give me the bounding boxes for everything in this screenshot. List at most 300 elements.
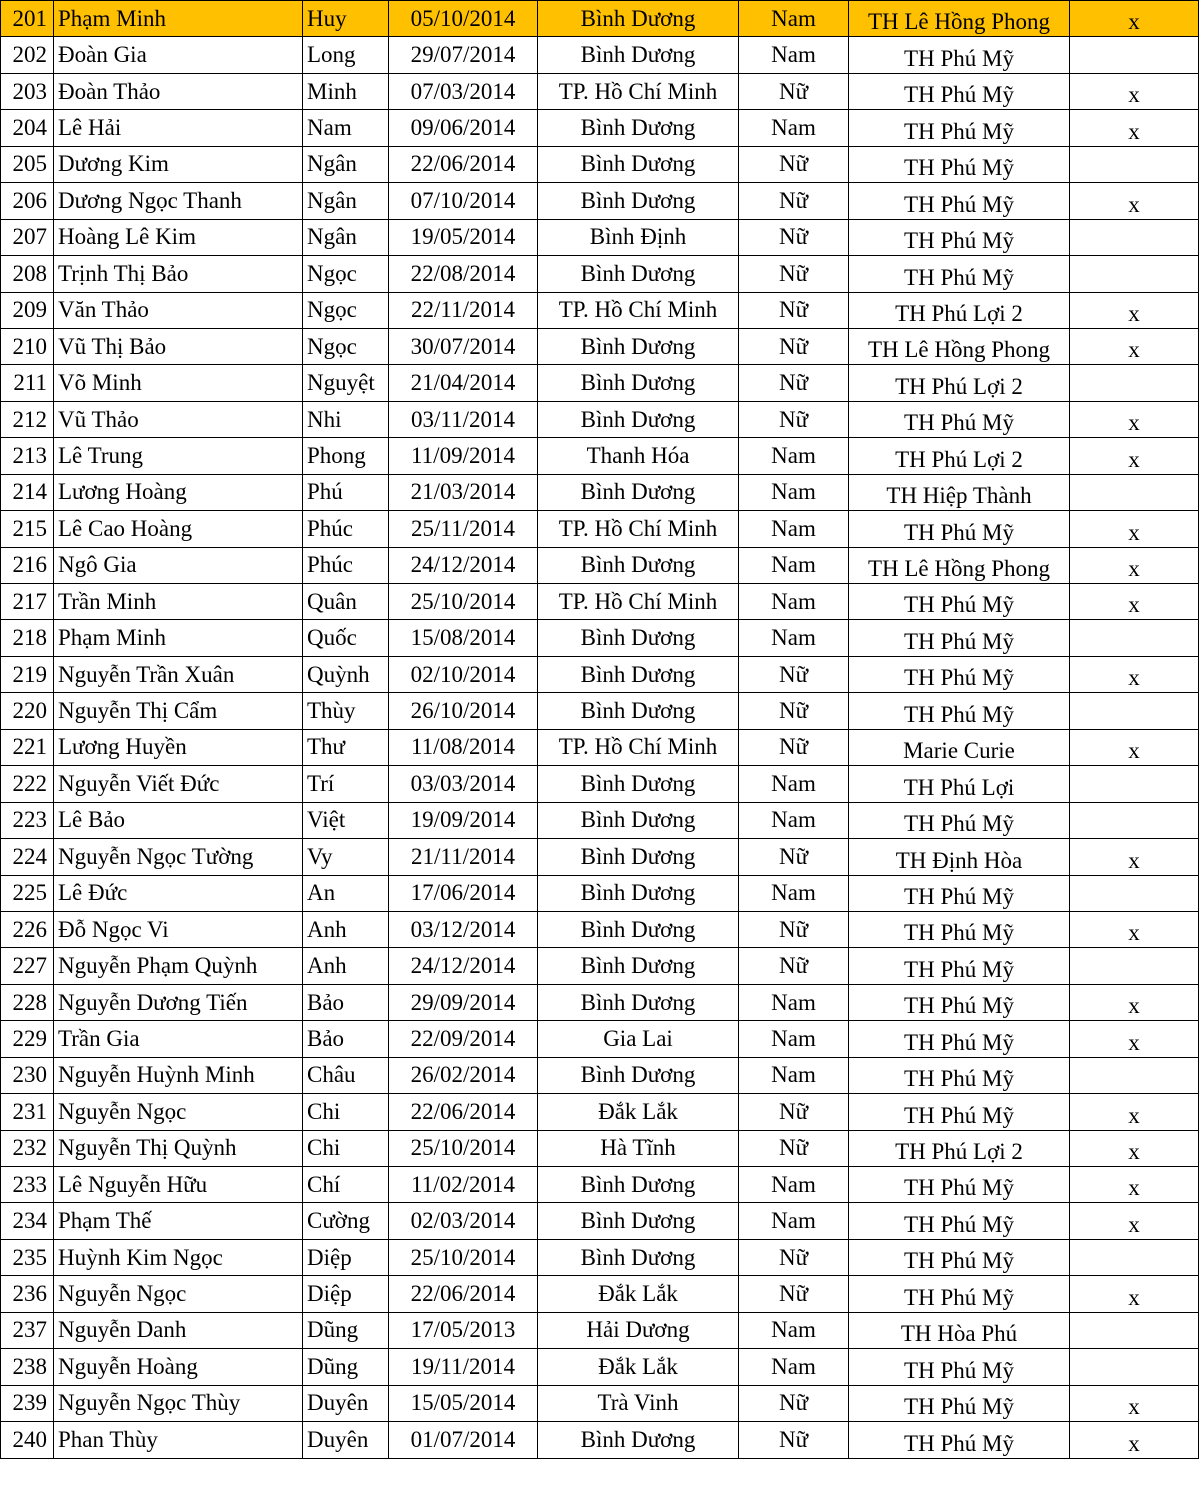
- gender-cell[interactable]: Nữ: [739, 73, 849, 109]
- birth-place-cell[interactable]: Bình Dương: [538, 875, 739, 911]
- last-middle-name-cell[interactable]: Ngô Gia: [54, 547, 303, 583]
- gender-cell[interactable]: Nam: [739, 438, 849, 474]
- row-number-cell[interactable]: 236: [1, 1276, 54, 1312]
- row-number-cell[interactable]: 214: [1, 474, 54, 510]
- birth-place-cell[interactable]: Bình Dương: [538, 547, 739, 583]
- mark-cell[interactable]: [1070, 1312, 1199, 1348]
- birth-date-cell[interactable]: 26/10/2014: [389, 693, 538, 729]
- mark-cell[interactable]: [1070, 693, 1199, 729]
- birth-date-cell[interactable]: 09/06/2014: [389, 110, 538, 146]
- first-name-cell[interactable]: Thư: [303, 729, 389, 765]
- row-number-cell[interactable]: 216: [1, 547, 54, 583]
- gender-cell[interactable]: Nam: [739, 875, 849, 911]
- gender-cell[interactable]: Nam: [739, 1349, 849, 1385]
- birth-date-cell[interactable]: 03/11/2014: [389, 401, 538, 437]
- birth-date-cell[interactable]: 11/02/2014: [389, 1167, 538, 1203]
- birth-date-cell[interactable]: 03/12/2014: [389, 911, 538, 947]
- row-number-cell[interactable]: 230: [1, 1057, 54, 1093]
- birth-place-cell[interactable]: Bình Dương: [538, 693, 739, 729]
- gender-cell[interactable]: Nữ: [739, 729, 849, 765]
- birth-date-cell[interactable]: 24/12/2014: [389, 948, 538, 984]
- mark-cell[interactable]: x: [1070, 1021, 1199, 1057]
- school-cell[interactable]: TH Phú Lợi 2: [849, 365, 1070, 401]
- gender-cell[interactable]: Nữ: [739, 1276, 849, 1312]
- first-name-cell[interactable]: An: [303, 875, 389, 911]
- school-cell[interactable]: TH Phú Mỹ: [849, 620, 1070, 656]
- birth-date-cell[interactable]: 07/03/2014: [389, 73, 538, 109]
- last-middle-name-cell[interactable]: Đoàn Thảo: [54, 73, 303, 109]
- birth-place-cell[interactable]: Bình Dương: [538, 766, 739, 802]
- row-number-cell[interactable]: 202: [1, 37, 54, 73]
- mark-cell[interactable]: [1070, 1239, 1199, 1275]
- first-name-cell[interactable]: Dũng: [303, 1349, 389, 1385]
- first-name-cell[interactable]: Nhi: [303, 401, 389, 437]
- birth-place-cell[interactable]: TP. Hồ Chí Minh: [538, 584, 739, 620]
- first-name-cell[interactable]: Long: [303, 37, 389, 73]
- gender-cell[interactable]: Nữ: [739, 328, 849, 364]
- last-middle-name-cell[interactable]: Trần Gia: [54, 1021, 303, 1057]
- last-middle-name-cell[interactable]: Phạm Minh: [54, 620, 303, 656]
- school-cell[interactable]: TH Phú Lợi: [849, 766, 1070, 802]
- gender-cell[interactable]: Nữ: [739, 365, 849, 401]
- gender-cell[interactable]: Nam: [739, 802, 849, 838]
- birth-date-cell[interactable]: 17/06/2014: [389, 875, 538, 911]
- school-cell[interactable]: TH Định Hòa: [849, 839, 1070, 875]
- birth-place-cell[interactable]: Đắk Lắk: [538, 1276, 739, 1312]
- gender-cell[interactable]: Nữ: [739, 948, 849, 984]
- gender-cell[interactable]: Nữ: [739, 219, 849, 255]
- row-number-cell[interactable]: 218: [1, 620, 54, 656]
- birth-place-cell[interactable]: Bình Dương: [538, 948, 739, 984]
- school-cell[interactable]: TH Phú Mỹ: [849, 948, 1070, 984]
- row-number-cell[interactable]: 238: [1, 1349, 54, 1385]
- first-name-cell[interactable]: Vy: [303, 839, 389, 875]
- last-middle-name-cell[interactable]: Phạm Thế: [54, 1203, 303, 1239]
- last-middle-name-cell[interactable]: Nguyễn Thị Quỳnh: [54, 1130, 303, 1166]
- mark-cell[interactable]: x: [1070, 1385, 1199, 1421]
- first-name-cell[interactable]: Duyên: [303, 1422, 389, 1458]
- birth-place-cell[interactable]: Hà Tĩnh: [538, 1130, 739, 1166]
- mark-cell[interactable]: x: [1070, 656, 1199, 692]
- birth-place-cell[interactable]: Bình Dương: [538, 984, 739, 1020]
- mark-cell[interactable]: x: [1070, 438, 1199, 474]
- birth-date-cell[interactable]: 22/06/2014: [389, 1276, 538, 1312]
- last-middle-name-cell[interactable]: Lê Nguyễn Hữu: [54, 1167, 303, 1203]
- row-number-cell[interactable]: 205: [1, 146, 54, 182]
- last-middle-name-cell[interactable]: Lương Hoàng: [54, 474, 303, 510]
- row-number-cell[interactable]: 225: [1, 875, 54, 911]
- first-name-cell[interactable]: Anh: [303, 911, 389, 947]
- birth-date-cell[interactable]: 11/08/2014: [389, 729, 538, 765]
- mark-cell[interactable]: x: [1070, 1167, 1199, 1203]
- mark-cell[interactable]: [1070, 256, 1199, 292]
- school-cell[interactable]: TH Lê Hồng Phong: [849, 328, 1070, 364]
- birth-date-cell[interactable]: 19/09/2014: [389, 802, 538, 838]
- first-name-cell[interactable]: Châu: [303, 1057, 389, 1093]
- mark-cell[interactable]: x: [1070, 839, 1199, 875]
- first-name-cell[interactable]: Diệp: [303, 1276, 389, 1312]
- last-middle-name-cell[interactable]: Nguyễn Huỳnh Minh: [54, 1057, 303, 1093]
- birth-date-cell[interactable]: 25/10/2014: [389, 584, 538, 620]
- mark-cell[interactable]: x: [1070, 1094, 1199, 1130]
- birth-place-cell[interactable]: TP. Hồ Chí Minh: [538, 292, 739, 328]
- school-cell[interactable]: TH Phú Mỹ: [849, 693, 1070, 729]
- gender-cell[interactable]: Nam: [739, 110, 849, 146]
- gender-cell[interactable]: Nam: [739, 1312, 849, 1348]
- last-middle-name-cell[interactable]: Dương Kim: [54, 146, 303, 182]
- first-name-cell[interactable]: Quốc: [303, 620, 389, 656]
- birth-place-cell[interactable]: Bình Dương: [538, 183, 739, 219]
- birth-place-cell[interactable]: Bình Dương: [538, 256, 739, 292]
- row-number-cell[interactable]: 217: [1, 584, 54, 620]
- mark-cell[interactable]: [1070, 474, 1199, 510]
- row-number-cell[interactable]: 204: [1, 110, 54, 146]
- first-name-cell[interactable]: Ngân: [303, 183, 389, 219]
- birth-place-cell[interactable]: Bình Dương: [538, 911, 739, 947]
- school-cell[interactable]: TH Phú Mỹ: [849, 584, 1070, 620]
- school-cell[interactable]: TH Hòa Phú: [849, 1312, 1070, 1348]
- birth-date-cell[interactable]: 22/08/2014: [389, 256, 538, 292]
- birth-place-cell[interactable]: Bình Dương: [538, 839, 739, 875]
- row-number-cell[interactable]: 211: [1, 365, 54, 401]
- birth-place-cell[interactable]: Bình Dương: [538, 474, 739, 510]
- row-number-cell[interactable]: 213: [1, 438, 54, 474]
- row-number-cell[interactable]: 208: [1, 256, 54, 292]
- last-middle-name-cell[interactable]: Nguyễn Phạm Quỳnh: [54, 948, 303, 984]
- gender-cell[interactable]: Nữ: [739, 911, 849, 947]
- birth-place-cell[interactable]: Bình Dương: [538, 1057, 739, 1093]
- school-cell[interactable]: TH Phú Mỹ: [849, 1385, 1070, 1421]
- school-cell[interactable]: TH Phú Mỹ: [849, 656, 1070, 692]
- school-cell[interactable]: TH Phú Mỹ: [849, 1276, 1070, 1312]
- last-middle-name-cell[interactable]: Hoàng Lê Kim: [54, 219, 303, 255]
- school-cell[interactable]: TH Phú Mỹ: [849, 1057, 1070, 1093]
- row-number-cell[interactable]: 228: [1, 984, 54, 1020]
- last-middle-name-cell[interactable]: Nguyễn Thị Cẩm: [54, 693, 303, 729]
- school-cell[interactable]: TH Phú Mỹ: [849, 146, 1070, 182]
- school-cell[interactable]: TH Phú Mỹ: [849, 73, 1070, 109]
- first-name-cell[interactable]: Ngân: [303, 219, 389, 255]
- row-number-cell[interactable]: 237: [1, 1312, 54, 1348]
- row-number-cell[interactable]: 223: [1, 802, 54, 838]
- row-number-cell[interactable]: 229: [1, 1021, 54, 1057]
- mark-cell[interactable]: x: [1070, 183, 1199, 219]
- gender-cell[interactable]: Nam: [739, 984, 849, 1020]
- last-middle-name-cell[interactable]: Lê Cao Hoàng: [54, 511, 303, 547]
- birth-date-cell[interactable]: 17/05/2013: [389, 1312, 538, 1348]
- birth-date-cell[interactable]: 24/12/2014: [389, 547, 538, 583]
- gender-cell[interactable]: Nữ: [739, 256, 849, 292]
- mark-cell[interactable]: x: [1070, 1276, 1199, 1312]
- school-cell[interactable]: TH Phú Mỹ: [849, 256, 1070, 292]
- first-name-cell[interactable]: Huy: [303, 1, 389, 37]
- first-name-cell[interactable]: Bảo: [303, 1021, 389, 1057]
- first-name-cell[interactable]: Bảo: [303, 984, 389, 1020]
- birth-place-cell[interactable]: Bình Dương: [538, 401, 739, 437]
- first-name-cell[interactable]: Ngọc: [303, 328, 389, 364]
- mark-cell[interactable]: x: [1070, 110, 1199, 146]
- gender-cell[interactable]: Nam: [739, 37, 849, 73]
- mark-cell[interactable]: x: [1070, 401, 1199, 437]
- birth-date-cell[interactable]: 21/03/2014: [389, 474, 538, 510]
- row-number-cell[interactable]: 232: [1, 1130, 54, 1166]
- birth-date-cell[interactable]: 22/06/2014: [389, 1094, 538, 1130]
- row-number-cell[interactable]: 220: [1, 693, 54, 729]
- gender-cell[interactable]: Nữ: [739, 656, 849, 692]
- birth-place-cell[interactable]: Bình Dương: [538, 110, 739, 146]
- mark-cell[interactable]: [1070, 875, 1199, 911]
- gender-cell[interactable]: Nữ: [739, 1422, 849, 1458]
- mark-cell[interactable]: x: [1070, 511, 1199, 547]
- first-name-cell[interactable]: Phong: [303, 438, 389, 474]
- school-cell[interactable]: TH Phú Mỹ: [849, 511, 1070, 547]
- last-middle-name-cell[interactable]: Nguyễn Ngọc: [54, 1276, 303, 1312]
- birth-date-cell[interactable]: 02/10/2014: [389, 656, 538, 692]
- gender-cell[interactable]: Nữ: [739, 292, 849, 328]
- birth-place-cell[interactable]: Bình Dương: [538, 1422, 739, 1458]
- mark-cell[interactable]: x: [1070, 292, 1199, 328]
- school-cell[interactable]: TH Phú Mỹ: [849, 219, 1070, 255]
- row-number-cell[interactable]: 231: [1, 1094, 54, 1130]
- birth-place-cell[interactable]: Hải Dương: [538, 1312, 739, 1348]
- school-cell[interactable]: TH Phú Mỹ: [849, 911, 1070, 947]
- school-cell[interactable]: TH Phú Mỹ: [849, 984, 1070, 1020]
- first-name-cell[interactable]: Nguyệt: [303, 365, 389, 401]
- birth-place-cell[interactable]: Bình Dương: [538, 802, 739, 838]
- first-name-cell[interactable]: Ngọc: [303, 292, 389, 328]
- birth-date-cell[interactable]: 19/05/2014: [389, 219, 538, 255]
- last-middle-name-cell[interactable]: Phạm Minh: [54, 1, 303, 37]
- mark-cell[interactable]: x: [1070, 547, 1199, 583]
- row-number-cell[interactable]: 221: [1, 729, 54, 765]
- last-middle-name-cell[interactable]: Võ Minh: [54, 365, 303, 401]
- mark-cell[interactable]: [1070, 948, 1199, 984]
- birth-place-cell[interactable]: Trà Vinh: [538, 1385, 739, 1421]
- last-middle-name-cell[interactable]: Nguyễn Dương Tiến: [54, 984, 303, 1020]
- first-name-cell[interactable]: Quỳnh: [303, 656, 389, 692]
- birth-place-cell[interactable]: TP. Hồ Chí Minh: [538, 729, 739, 765]
- mark-cell[interactable]: [1070, 219, 1199, 255]
- last-middle-name-cell[interactable]: Vũ Thị Bảo: [54, 328, 303, 364]
- row-number-cell[interactable]: 224: [1, 839, 54, 875]
- birth-date-cell[interactable]: 22/11/2014: [389, 292, 538, 328]
- row-number-cell[interactable]: 222: [1, 766, 54, 802]
- row-number-cell[interactable]: 234: [1, 1203, 54, 1239]
- row-number-cell[interactable]: 219: [1, 656, 54, 692]
- gender-cell[interactable]: Nữ: [739, 1130, 849, 1166]
- mark-cell[interactable]: [1070, 802, 1199, 838]
- last-middle-name-cell[interactable]: Nguyễn Danh: [54, 1312, 303, 1348]
- first-name-cell[interactable]: Thùy: [303, 693, 389, 729]
- school-cell[interactable]: TH Phú Mỹ: [849, 802, 1070, 838]
- school-cell[interactable]: TH Phú Mỹ: [849, 1349, 1070, 1385]
- birth-date-cell[interactable]: 15/08/2014: [389, 620, 538, 656]
- birth-place-cell[interactable]: Bình Dương: [538, 1239, 739, 1275]
- last-middle-name-cell[interactable]: Trần Minh: [54, 584, 303, 620]
- birth-date-cell[interactable]: 29/09/2014: [389, 984, 538, 1020]
- row-number-cell[interactable]: 212: [1, 401, 54, 437]
- last-middle-name-cell[interactable]: Văn Thảo: [54, 292, 303, 328]
- mark-cell[interactable]: [1070, 1057, 1199, 1093]
- gender-cell[interactable]: Nam: [739, 547, 849, 583]
- first-name-cell[interactable]: Duyên: [303, 1385, 389, 1421]
- birth-date-cell[interactable]: 25/10/2014: [389, 1239, 538, 1275]
- school-cell[interactable]: TH Phú Mỹ: [849, 875, 1070, 911]
- last-middle-name-cell[interactable]: Lương Huyền: [54, 729, 303, 765]
- gender-cell[interactable]: Nữ: [739, 146, 849, 182]
- gender-cell[interactable]: Nữ: [739, 693, 849, 729]
- last-middle-name-cell[interactable]: Nguyễn Ngọc Tường: [54, 839, 303, 875]
- birth-place-cell[interactable]: Bình Dương: [538, 1203, 739, 1239]
- birth-place-cell[interactable]: Bình Dương: [538, 1, 739, 37]
- first-name-cell[interactable]: Dũng: [303, 1312, 389, 1348]
- first-name-cell[interactable]: Phúc: [303, 511, 389, 547]
- last-middle-name-cell[interactable]: Dương Ngọc Thanh: [54, 183, 303, 219]
- gender-cell[interactable]: Nữ: [739, 1239, 849, 1275]
- last-middle-name-cell[interactable]: Nguyễn Ngọc Thùy: [54, 1385, 303, 1421]
- row-number-cell[interactable]: 207: [1, 219, 54, 255]
- school-cell[interactable]: Marie Curie: [849, 729, 1070, 765]
- first-name-cell[interactable]: Quân: [303, 584, 389, 620]
- school-cell[interactable]: TH Phú Mỹ: [849, 110, 1070, 146]
- first-name-cell[interactable]: Nam: [303, 110, 389, 146]
- mark-cell[interactable]: x: [1070, 1422, 1199, 1458]
- last-middle-name-cell[interactable]: Nguyễn Viết Đức: [54, 766, 303, 802]
- row-number-cell[interactable]: 233: [1, 1167, 54, 1203]
- birth-place-cell[interactable]: Thanh Hóa: [538, 438, 739, 474]
- gender-cell[interactable]: Nữ: [739, 839, 849, 875]
- mark-cell[interactable]: x: [1070, 584, 1199, 620]
- school-cell[interactable]: TH Hiệp Thành: [849, 474, 1070, 510]
- school-cell[interactable]: TH Phú Lợi 2: [849, 438, 1070, 474]
- birth-date-cell[interactable]: 15/05/2014: [389, 1385, 538, 1421]
- mark-cell[interactable]: x: [1070, 1203, 1199, 1239]
- gender-cell[interactable]: Nam: [739, 474, 849, 510]
- first-name-cell[interactable]: Ngọc: [303, 256, 389, 292]
- birth-date-cell[interactable]: 26/02/2014: [389, 1057, 538, 1093]
- birth-date-cell[interactable]: 25/10/2014: [389, 1130, 538, 1166]
- last-middle-name-cell[interactable]: Huỳnh Kim Ngọc: [54, 1239, 303, 1275]
- birth-date-cell[interactable]: 02/03/2014: [389, 1203, 538, 1239]
- birth-place-cell[interactable]: TP. Hồ Chí Minh: [538, 511, 739, 547]
- row-number-cell[interactable]: 226: [1, 911, 54, 947]
- birth-place-cell[interactable]: Bình Dương: [538, 328, 739, 364]
- birth-date-cell[interactable]: 21/11/2014: [389, 839, 538, 875]
- gender-cell[interactable]: Nữ: [739, 401, 849, 437]
- row-number-cell[interactable]: 203: [1, 73, 54, 109]
- gender-cell[interactable]: Nam: [739, 584, 849, 620]
- first-name-cell[interactable]: Trí: [303, 766, 389, 802]
- row-number-cell[interactable]: 227: [1, 948, 54, 984]
- mark-cell[interactable]: x: [1070, 911, 1199, 947]
- mark-cell[interactable]: x: [1070, 1, 1199, 37]
- birth-place-cell[interactable]: Bình Định: [538, 219, 739, 255]
- birth-place-cell[interactable]: Bình Dương: [538, 146, 739, 182]
- school-cell[interactable]: TH Lê Hồng Phong: [849, 1, 1070, 37]
- birth-place-cell[interactable]: Gia Lai: [538, 1021, 739, 1057]
- mark-cell[interactable]: x: [1070, 984, 1199, 1020]
- gender-cell[interactable]: Nam: [739, 766, 849, 802]
- first-name-cell[interactable]: Cường: [303, 1203, 389, 1239]
- school-cell[interactable]: TH Phú Mỹ: [849, 1094, 1070, 1130]
- gender-cell[interactable]: Nam: [739, 1203, 849, 1239]
- school-cell[interactable]: TH Phú Lợi 2: [849, 292, 1070, 328]
- mark-cell[interactable]: [1070, 1349, 1199, 1385]
- first-name-cell[interactable]: Anh: [303, 948, 389, 984]
- school-cell[interactable]: TH Phú Mỹ: [849, 1422, 1070, 1458]
- birth-date-cell[interactable]: 22/06/2014: [389, 146, 538, 182]
- school-cell[interactable]: TH Phú Mỹ: [849, 1167, 1070, 1203]
- birth-date-cell[interactable]: 25/11/2014: [389, 511, 538, 547]
- row-number-cell[interactable]: 201: [1, 1, 54, 37]
- last-middle-name-cell[interactable]: Phan Thùy: [54, 1422, 303, 1458]
- row-number-cell[interactable]: 240: [1, 1422, 54, 1458]
- school-cell[interactable]: TH Phú Mỹ: [849, 183, 1070, 219]
- gender-cell[interactable]: Nam: [739, 1, 849, 37]
- row-number-cell[interactable]: 206: [1, 183, 54, 219]
- first-name-cell[interactable]: Chi: [303, 1130, 389, 1166]
- mark-cell[interactable]: x: [1070, 73, 1199, 109]
- last-middle-name-cell[interactable]: Trịnh Thị Bảo: [54, 256, 303, 292]
- school-cell[interactable]: TH Phú Mỹ: [849, 401, 1070, 437]
- birth-place-cell[interactable]: Bình Dương: [538, 620, 739, 656]
- first-name-cell[interactable]: Minh: [303, 73, 389, 109]
- mark-cell[interactable]: [1070, 620, 1199, 656]
- birth-place-cell[interactable]: Đắk Lắk: [538, 1094, 739, 1130]
- first-name-cell[interactable]: Việt: [303, 802, 389, 838]
- birth-date-cell[interactable]: 30/07/2014: [389, 328, 538, 364]
- mark-cell[interactable]: [1070, 146, 1199, 182]
- gender-cell[interactable]: Nam: [739, 1021, 849, 1057]
- row-number-cell[interactable]: 209: [1, 292, 54, 328]
- gender-cell[interactable]: Nam: [739, 1167, 849, 1203]
- birth-place-cell[interactable]: TP. Hồ Chí Minh: [538, 73, 739, 109]
- school-cell[interactable]: TH Phú Mỹ: [849, 1021, 1070, 1057]
- gender-cell[interactable]: Nữ: [739, 1385, 849, 1421]
- birth-date-cell[interactable]: 07/10/2014: [389, 183, 538, 219]
- last-middle-name-cell[interactable]: Lê Đức: [54, 875, 303, 911]
- row-number-cell[interactable]: 239: [1, 1385, 54, 1421]
- first-name-cell[interactable]: Phúc: [303, 547, 389, 583]
- first-name-cell[interactable]: Ngân: [303, 146, 389, 182]
- school-cell[interactable]: TH Lê Hồng Phong: [849, 547, 1070, 583]
- first-name-cell[interactable]: Diệp: [303, 1239, 389, 1275]
- mark-cell[interactable]: [1070, 37, 1199, 73]
- school-cell[interactable]: TH Phú Mỹ: [849, 1203, 1070, 1239]
- birth-date-cell[interactable]: 22/09/2014: [389, 1021, 538, 1057]
- mark-cell[interactable]: [1070, 365, 1199, 401]
- last-middle-name-cell[interactable]: Lê Trung: [54, 438, 303, 474]
- birth-place-cell[interactable]: Đắk Lắk: [538, 1349, 739, 1385]
- row-number-cell[interactable]: 235: [1, 1239, 54, 1275]
- last-middle-name-cell[interactable]: Nguyễn Hoàng: [54, 1349, 303, 1385]
- first-name-cell[interactable]: Chí: [303, 1167, 389, 1203]
- school-cell[interactable]: TH Phú Lợi 2: [849, 1130, 1070, 1166]
- mark-cell[interactable]: [1070, 766, 1199, 802]
- mark-cell[interactable]: x: [1070, 1130, 1199, 1166]
- birth-place-cell[interactable]: Bình Dương: [538, 365, 739, 401]
- birth-date-cell[interactable]: 21/04/2014: [389, 365, 538, 401]
- last-middle-name-cell[interactable]: Lê Hải: [54, 110, 303, 146]
- gender-cell[interactable]: Nữ: [739, 183, 849, 219]
- mark-cell[interactable]: x: [1070, 729, 1199, 765]
- birth-date-cell[interactable]: 29/07/2014: [389, 37, 538, 73]
- gender-cell[interactable]: Nữ: [739, 1094, 849, 1130]
- birth-date-cell[interactable]: 19/11/2014: [389, 1349, 538, 1385]
- first-name-cell[interactable]: Chi: [303, 1094, 389, 1130]
- gender-cell[interactable]: Nam: [739, 620, 849, 656]
- birth-place-cell[interactable]: Bình Dương: [538, 37, 739, 73]
